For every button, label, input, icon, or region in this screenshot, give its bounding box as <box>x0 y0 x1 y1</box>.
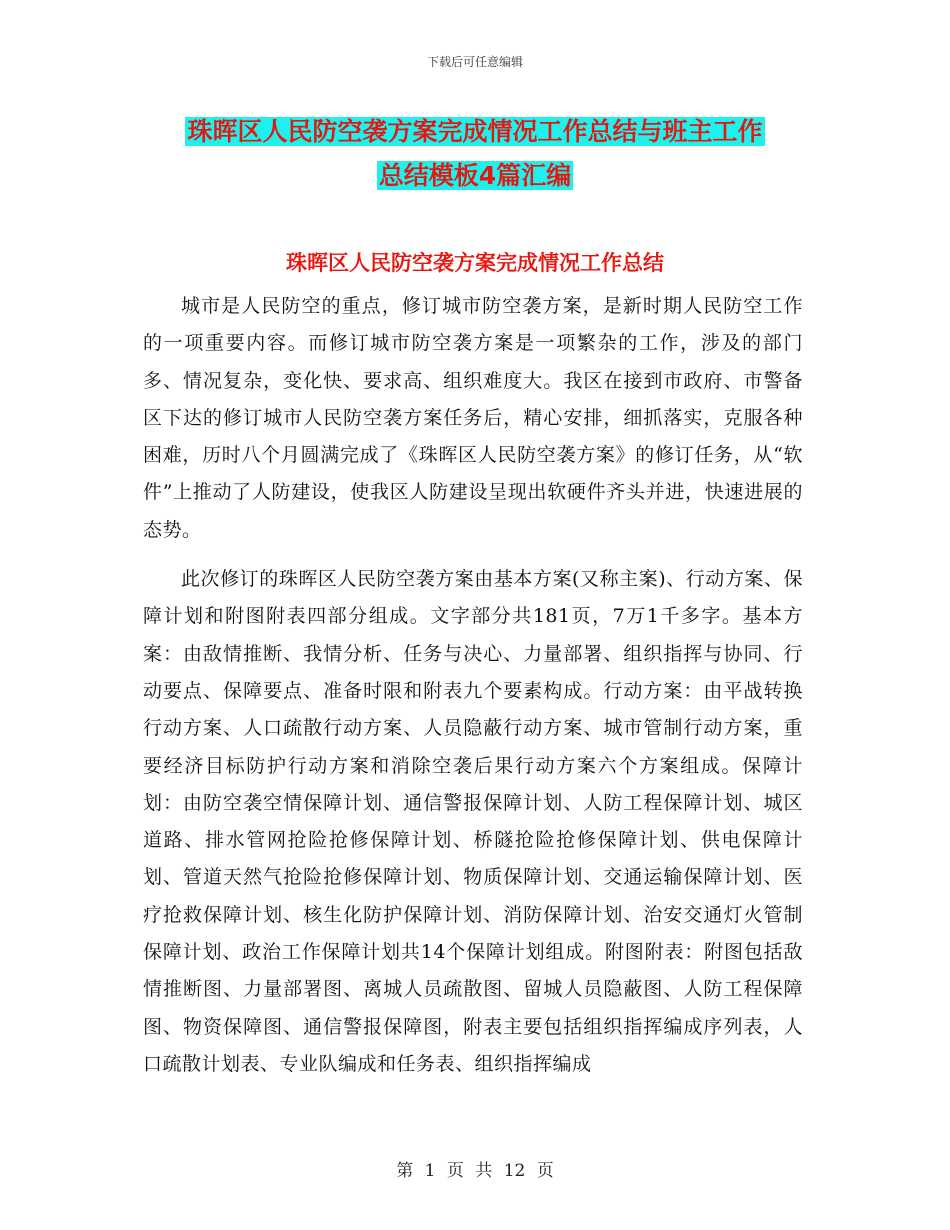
section-title: 珠晖区人民防空袭方案完成情况工作总结 <box>286 251 664 275</box>
page-header-note: 下载后可任意编辑 <box>426 55 523 69</box>
document-title <box>140 110 810 198</box>
document-body <box>143 288 803 1083</box>
document-title-line1: 珠晖区人民防空袭方案完成情况工作总结与班主工作 <box>187 117 763 146</box>
paragraph-1: 城市是人民防空的重点，修订城市防空袭方案，是新时期人民防空工作的一项重要内容。而修订城市防空袭方案是一项繁杂的工作，涉及的部门多、情况复杂，变化快、要求高、组织难度大。我区在接到市政府、市警备区下达的修订城市人民防空袭方案任务后，精心安排，细抓落实，克服各种困难，历时八个月圆满完成了《珠晖区人民防空袭方案》的修订任务，从“软件”上推动了人防建设，使我区人防建设呈现出软硬件齐头并进，快速进展的态势。 <box>143 295 803 541</box>
paragraph-2: 此次修订的珠晖区人民防空袭方案由基本方案(又称主案)、行动方案、保障计划和附图附表四部分组成。文字部分共181页，7万1千多字。基本方案：由敌情推断、我情分析、任务与决心、力量部署、组织指挥与协同、行动要点、保障要点、准备时限和附表九个要素构成。行动方案：由平战转换行动方案、人口疏散行动方案、人员隐蔽行动方案、城市管制行动方案，重要经济目标防护行动方案和消除空袭后果行动方案六个方案组成。保障计划：由防空袭空情保障计划、通信警报保障计划、人防工程保障计划、城区道路、排水管网抢险抢修保障计划、桥隧抢险抢修保障计划、供电保障计划、管道天然气抢险抢修保障计划、物质保障计划、交通运输保障计划、医疗抢救保障计划、核生化防护保障计划、消防保障计划、治安交通灯火管制保障计划、政治工作保障计划共14个保障计划组成。附图附表：附图包括敌情推断图、力量部署图、离城人员疏散图、留城人员隐蔽图、人防工程保障图、物资保障图、通信警报保障图，附表主要包括组织指挥编成序列表，人口疏散计划表、专业队编成和任务表、组织指挥编成 <box>143 568 803 1075</box>
page-number: 第 1 页 共 12 页 <box>396 1161 554 1181</box>
document-title-line2: 总结模板4篇汇编 <box>378 161 572 190</box>
